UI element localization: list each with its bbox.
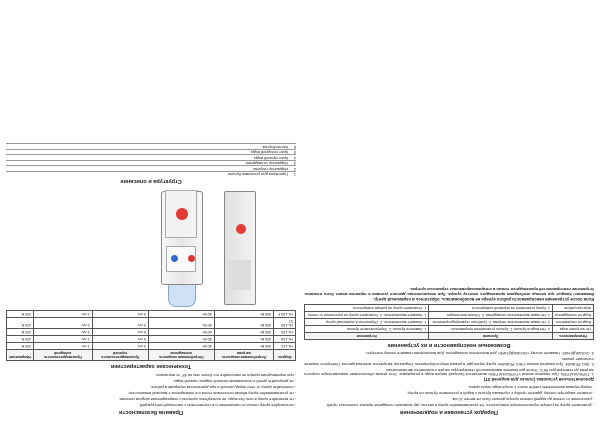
- part-name: Горловина для установки бутыли: [227, 172, 288, 178]
- table-cell: 500 Вт: [214, 329, 274, 336]
- table-cell: 80 Вт: [148, 311, 214, 318]
- part-name: Каплесборник: [262, 144, 288, 150]
- table-row: [7, 318, 296, 329]
- spec-table: [6, 311, 296, 362]
- structure-title: Структура и описание: [120, 178, 182, 185]
- table-header: Неисправность: [552, 333, 593, 340]
- part-number: 6: [293, 144, 296, 150]
- table-header: Производительность горячей: [92, 350, 148, 361]
- intro-paragraph: - расстояние от стенки до задней панели кулера должно быть не менее 10 см;: [451, 397, 594, 402]
- table-cell: 500 Вт: [214, 336, 274, 343]
- brand-logo-icon: [236, 225, 246, 235]
- table-cell: 220 В: [7, 311, 34, 318]
- table-header-row: [305, 333, 594, 340]
- table-cell: 1. Не нажат выключатель нагрева. 2. Сработал термопредохранитель.: [429, 319, 553, 326]
- list-item: [6, 160, 296, 166]
- table-cell: 5 л/ч: [92, 311, 148, 318]
- table-cell: Шум при работе: [552, 305, 593, 312]
- table-cell: HL-128: [274, 336, 296, 343]
- table-cell: 1. Замените бутыль. 2. Переустановите бутыль.: [305, 326, 429, 333]
- table-row: [305, 312, 594, 319]
- table-row: [7, 311, 296, 318]
- part-number: 3: [293, 161, 296, 167]
- table-header: Потребляемая мощность охлаждения: [148, 350, 214, 361]
- right-page: [6, 6, 296, 418]
- part-name: Кран горячей воды: [253, 155, 288, 161]
- cooling-paragraph: 3. ОХЛАЖДЕНИЕ. Нажмите кнопку «ОХЛАЖДЕНИЕ» для включения охлаждения. Для выключения нажмите кнопку повторно.: [365, 351, 594, 357]
- table-cell: HL-150 ST: [274, 318, 296, 329]
- part-number: 1: [293, 172, 296, 178]
- safety-rule: - при перемещении кулера не наклоняйте его более чем на 45° от вертикали.: [155, 373, 296, 378]
- table-header: Устранение: [305, 333, 429, 340]
- table-cell: 5 л/ч: [92, 329, 148, 336]
- installation-title: Порядок установки и подключения: [399, 409, 499, 415]
- table-cell: 80 Вт: [148, 318, 214, 329]
- table-cell: 1. Кулер установлен на неровной поверхности.: [429, 305, 553, 312]
- spec-title: Технические характеристики: [110, 363, 192, 370]
- part-number: 4: [293, 155, 296, 161]
- table-cell: 5 л/ч: [92, 318, 148, 329]
- table-cell: Вода не нагревается: [552, 319, 593, 326]
- part-number: 2: [293, 166, 296, 172]
- table-cell: 220 В: [7, 336, 34, 343]
- table-row: [7, 336, 296, 343]
- table-cell: HL-115: [274, 343, 296, 350]
- safety-rule: - отключайте кулер от сети перед чисткой и при длительном перерыве в работе;: [150, 385, 296, 390]
- safety-rule: - не включайте кулер в сеть без воды, не пользуйтесь кулером с поврежденным шнуром питания;: [118, 397, 296, 402]
- table-cell: 80 Вт: [148, 343, 214, 350]
- table-cell: 1. Не нажат выключатель охлаждения. 2. Плохая вентиляция.: [429, 312, 553, 319]
- table-cooler-image: [161, 192, 203, 286]
- turbo-paragraph: 1. ТУРБОНАГРЕВ. При нажатии кнопки «ТУРБОНАГРЕВ» включается быстрый нагрев воды в резервуаре. Этот режим обеспечивает максимальную скорость нагрева до температуры 95°С. После достижения максимальной температуры нагрев отключается автоматически.: [304, 368, 594, 378]
- list-item: [6, 165, 296, 171]
- table-row: [7, 329, 296, 336]
- floor-cooler-image: [224, 192, 256, 306]
- safety-rule: - не допускайте детей к пользованию кнопкой подачи горячей воды;: [173, 379, 296, 384]
- table-cell: 220 В: [7, 329, 34, 336]
- intro-paragraph: - снимите защитную пленку, удалите пробку с горлышка бутыли с водой и установите бутыль на кулер;: [407, 391, 594, 396]
- parts-list: [6, 143, 296, 177]
- table-cell: 2 л/ч: [33, 329, 92, 336]
- table-header: Потребляемая мощность нагрева: [214, 350, 274, 361]
- table-cell: 2 л/ч: [33, 343, 92, 350]
- control-panel: [229, 261, 251, 291]
- table-row: [305, 326, 594, 333]
- part-name: Кран холодной воды: [250, 150, 288, 156]
- table-row: [305, 305, 594, 312]
- table-cell: 220 В: [7, 343, 34, 350]
- table-cell: 5 л/ч: [92, 336, 148, 343]
- table-header: Напряжение: [7, 350, 34, 361]
- table-row: [7, 343, 296, 350]
- service-note: Если после устранения неисправности работа кулера не возобновилась, обратитесь в сервисный центр.: [373, 297, 594, 302]
- safety-rule: - не устанавливайте кулер вблизи источников тепла и в помещениях с высокой влажностью;: [128, 391, 296, 396]
- table-cell: 5 л/ч: [92, 343, 148, 350]
- st-subtitle: Дополнительная установка (только для моделей ST): [483, 377, 594, 383]
- table-header: Модель: [274, 350, 296, 361]
- table-cell: 1. Установите кулер на ровную поверхность.: [305, 305, 429, 312]
- table-header-row: [7, 350, 296, 361]
- table-header: Производительность холодной: [33, 350, 92, 361]
- table-cell: 500 Вт: [214, 318, 274, 329]
- left-page: [304, 6, 594, 418]
- safety-title: Правила безопасности: [119, 409, 183, 415]
- table-cell: Вода не охлаждается: [552, 312, 593, 319]
- table-cell: HL-150 F: [274, 311, 296, 318]
- troubleshooting-title: Возможные неисправности и их устранение: [387, 342, 511, 348]
- table-cell: Не поступает вода: [552, 326, 593, 333]
- product-illustration: [6, 188, 296, 308]
- part-number: 5: [293, 150, 296, 156]
- table-cell: 1. Нажмите выключатель. 2. Обратитесь в сервисный центр.: [305, 319, 429, 326]
- table-cell: 500 Вт: [214, 311, 274, 318]
- troubleshooting-table: [304, 304, 594, 340]
- table-cell: 1. Нажмите выключатель. 2. Установите кулер на расстоянии от стены.: [305, 312, 429, 319]
- table-row: [305, 319, 594, 326]
- part-name: Индикатор охлаждения: [245, 161, 288, 167]
- intro-paragraph: - установите кулер на ровную горизонтальную поверхность. Не устанавливайте кулер в местах, где возможно попадание прямых солнечных лучей;: [326, 403, 594, 408]
- table-cell: 500 Вт: [214, 343, 274, 350]
- table-cell: 80 Вт: [148, 329, 214, 336]
- table-cell: 2 л/ч: [33, 318, 92, 329]
- table-cell: 220 В: [7, 318, 34, 329]
- warning-paragraph: Внимание! Каждые три месяца необходимо производить очистку кулера. При невыполнении данного условия в гарантии может быть отказано. Устранение неисправностей производится только в специализированных сервисных центрах.: [304, 287, 594, 297]
- list-item: [6, 149, 296, 155]
- table-cell: 1. Нет воды в бутыли. 2. Бутыль установлена неправильно.: [429, 326, 553, 333]
- eco-paragraph: 2. ЭКО РЕЖИМ. При нажатии кнопки «ЭКО РЕЖИМ» кулер переходит в режим энергосбережения. Индикатор загорается зеленым цветом. Повторное нажатие отключает режим.: [304, 357, 594, 367]
- list-item: [6, 143, 296, 149]
- table-header: Причина: [429, 333, 553, 340]
- safety-rule: - используйте кулер только по назначению и в соответствии с настоящей инструкцией;: [138, 403, 296, 408]
- table-cell: 2 л/ч: [33, 311, 92, 318]
- intro-paragraph: - перед первым включением слейте около 1 литра воды через краны.: [467, 385, 594, 390]
- table-cell: HL-150: [274, 329, 296, 336]
- part-name: Индикатор нагрева: [253, 166, 288, 172]
- table-cell: 80 Вт: [148, 336, 214, 343]
- table-cell: 2 л/ч: [33, 336, 92, 343]
